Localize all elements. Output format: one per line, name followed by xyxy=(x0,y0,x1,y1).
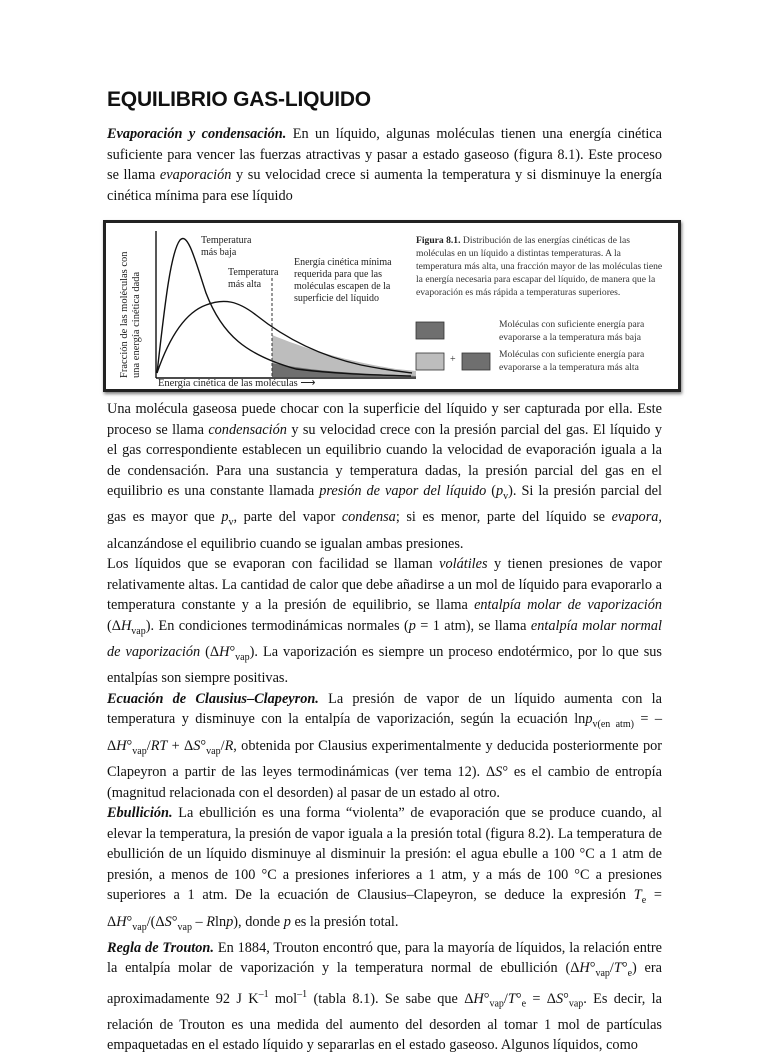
text-run: ; si es menor, parte del líquido se xyxy=(395,509,612,526)
subscript: v(en atm) xyxy=(592,719,634,731)
text-run: , parte del vapor xyxy=(233,509,342,526)
text-run: Una molécula gaseosa puede chocar con la superficie del líquido y ser capturada por ella. Este proceso se llama xyxy=(107,401,662,438)
text-run: ln xyxy=(215,913,227,930)
text-run: = Δ xyxy=(107,887,662,930)
symbol-p: p xyxy=(226,913,234,930)
text-run: ° xyxy=(483,990,490,1007)
symbol-p: p xyxy=(585,711,593,728)
symbol-p: p xyxy=(495,483,504,499)
subscript: vap xyxy=(235,651,250,663)
text-run: y su velocidad crece si aumenta la temperatura y si disminuye la energía cinética mínima para ese líquido xyxy=(107,167,662,204)
text-run: ). En condiciones termodinámicas normales ( xyxy=(145,617,409,634)
subscript: vap xyxy=(595,968,610,980)
subscript: v xyxy=(228,517,234,529)
text-run: ° xyxy=(126,737,133,754)
y-axis-label: Fracción de las moléculas conuna energía cinética dada xyxy=(119,251,142,378)
text-run: En un líquido, algunas moléculas tienen una energía cinética suficiente para vencer las fuerzas atractivas y pasar a estado gaseoso (figura 8.1). Este proceso se llama xyxy=(107,126,662,183)
legend-text-low: Moléculas con suficiente energía para evaporarse a la temperatura más baja xyxy=(499,319,645,343)
symbol-h: H xyxy=(116,913,127,930)
symbol-s: S xyxy=(164,913,172,930)
text-run: ° xyxy=(229,644,236,661)
section-lead-trouton: Regla de Trouton. xyxy=(107,939,214,956)
term-evapora: evapora, xyxy=(611,509,662,526)
symbol-t: T xyxy=(613,960,622,977)
text-run: = Δ xyxy=(526,990,556,1007)
text-run: y su velocidad crece con la presión parcial del gas. El líquido y el gas correspondiente establecen un equilibrio cuando la velocidad de evaporación iguala a la de condensación. Para una sustancia y temperatura dadas, la presión parcial del gas en el equilibrio es una constante llamada xyxy=(107,421,662,499)
symbol-t: T xyxy=(507,990,516,1007)
text-run: ° xyxy=(563,990,569,1007)
symbol-r: R xyxy=(206,913,215,930)
section-lead-clausius: Ecuación de Clausius–Clapeyron. xyxy=(107,690,319,707)
superscript: –1 xyxy=(258,988,269,1000)
text-run: ° xyxy=(171,913,178,930)
term-entalpia-molar: entalpía molar de vaporización xyxy=(474,597,662,614)
text-run: ° xyxy=(589,960,596,977)
text-run: + Δ xyxy=(167,737,194,754)
legend-text-high: Moléculas con suficiente energía para evaporarse a la temperatura más alta xyxy=(499,349,645,373)
label-high-temperature: Temperatura más alta xyxy=(228,267,279,290)
subscript: vap xyxy=(132,921,147,933)
subscript: vap xyxy=(489,998,504,1010)
text-run: = 1 atm), se llama xyxy=(415,617,531,634)
section-lead-evaporation: Evaporación y condensación. xyxy=(107,126,287,142)
text-run: ), donde xyxy=(233,913,284,930)
term-condensa: condensa xyxy=(341,509,396,526)
symbol-p: p xyxy=(283,913,291,930)
text-run: – xyxy=(191,913,207,930)
text-run: (tabla 8.1). Se sabe que Δ xyxy=(307,990,474,1007)
subscript: v xyxy=(503,490,509,502)
text-run: / xyxy=(146,737,151,754)
text-run: ° xyxy=(200,737,207,754)
text-run: ° xyxy=(621,960,628,977)
symbol-h: H xyxy=(579,960,590,977)
term-condensacion: condensación xyxy=(208,421,287,438)
subscript: vap xyxy=(132,745,147,757)
term-presion-vapor: presión de vapor del líquido xyxy=(319,483,487,499)
subscript: e xyxy=(641,895,647,907)
text-run: (Δ xyxy=(200,644,220,661)
term-volatiles: volátiles xyxy=(439,556,488,573)
symbol-p: p xyxy=(221,509,229,526)
subscript: e xyxy=(627,968,633,980)
text-run: Los líquidos que se evaporan con facilidad se llaman xyxy=(107,556,440,573)
text-run: y tienen presiones de vapor relativamente altas. La cantidad de calor que debe añadirse a un mol de líquido para evaporarlo a temperatura constante y a la presión de equilibrio, se llama xyxy=(107,556,662,614)
legend-swatch-dark-2 xyxy=(462,353,490,370)
legend-plus: + xyxy=(450,354,456,365)
text-run: ° xyxy=(126,913,133,930)
text-run: / xyxy=(609,960,614,977)
subscript: e xyxy=(521,998,527,1010)
text-run: es la presión total. xyxy=(290,913,399,930)
symbol-h: H xyxy=(120,617,132,634)
term-evaporacion: evaporación xyxy=(159,167,232,183)
symbol-s: S xyxy=(193,737,201,754)
paragraph-evaporation xyxy=(107,124,662,206)
text-run: En 1884, Trouton encontró que, para la mayoría de líquidos, la relación entre la entalpía molar de vaporización y la temperatura normal de ebullición (Δ xyxy=(107,939,662,977)
text-run: ° es el cambio de entropía (magnitud relacionada con el desorden) al pasar de un estado al otro. xyxy=(107,764,662,801)
text-run: = –Δ xyxy=(107,711,662,754)
symbol-h: H xyxy=(473,990,484,1007)
page-title: EQUILIBRIO GAS-LIQUIDO xyxy=(107,88,371,111)
symbol-s: S xyxy=(495,764,503,781)
legend-swatch-light xyxy=(416,353,444,370)
figure-caption-label: Figura 8.1. xyxy=(416,235,461,246)
text-run: / xyxy=(503,990,508,1007)
symbol-t: T xyxy=(633,887,642,904)
text-run: ° xyxy=(515,990,522,1007)
text-run: ) era aproximadamente 92 J K xyxy=(107,960,662,1007)
section-lead-ebullicion: Ebullición. xyxy=(107,805,173,822)
text-run: mol xyxy=(268,990,298,1007)
text-run: La ebullición es una forma “violenta” de evaporación que se produce cuando, al elevar la temperatura, la presión de vapor iguala a la presión total (figura 8.2). La temperatura de ebullición de un líquido disminuye al disminuir la presión: el agua ebulle a 100 °C a 1 atm de presión, a menos de 100 °C a presiones inferiores a 1 atm, y a más de 100 °C a presiones superiores a 1 atm. De la ecuación de Clausius–Clapeyron, se deduce la expresión xyxy=(107,805,662,904)
term-entalpia-normal: entalpía molar normal de vaporización xyxy=(107,617,662,661)
figure-8-1 xyxy=(103,220,681,392)
label-threshold-energy: Energía cinética mínima requerida para que las moléculas escapen de la superficie del líquido xyxy=(294,257,392,304)
label-low-temperature: Temperatura más baja xyxy=(201,235,252,258)
text-run: ( xyxy=(486,483,496,499)
text-run: . Es decir, la relación de Trouton es una medida del aumento del desorden al tomar 1 mol de partículas empaquetadas en el estado líquido y separarlas en el estado gaseoso. Algunos líquidos, como xyxy=(107,990,663,1054)
text-run: ). La vaporización es siempre un proceso endotérmico, por lo que sus entalpías son siempre positivas. xyxy=(107,644,662,687)
figure-caption-text: Distribución de las energías cinéticas de las moléculas en un líquido a distintas temperaturas. A la temperatura más alta, una fracción mayor de las moléculas tiene la energía necesaria para escapar del líquido, de manera que la evaporación es más rápida a temperaturas superiores. xyxy=(416,235,663,298)
symbol-p: p xyxy=(408,617,416,634)
superscript: –1 xyxy=(297,988,308,1000)
symbol-rt: RT xyxy=(150,737,168,754)
subscript: vap xyxy=(206,745,221,757)
subscript: vap xyxy=(177,921,192,933)
text-run: , obtenida por Clausius experimentalmente y deducida posteriormente por Clapeyron a partir de las leyes termodinámicas (ver tema 12). Δ xyxy=(107,737,662,781)
symbol-h: H xyxy=(219,644,230,661)
text-run: ). Si la presión parcial del gas es mayor que xyxy=(107,483,662,526)
text-run: (Δ xyxy=(107,617,121,634)
text-run: /(Δ xyxy=(146,913,165,930)
text-run: alcanzándose el equilibrio cuando se igualan ambas presiones. xyxy=(107,535,464,552)
figure-caption xyxy=(416,235,668,300)
symbol-r: R xyxy=(224,737,234,754)
text-run: La presión de vapor de un líquido aumenta con la temperatura y disminuye con la entalpía de vaporización, según la ecuación ln xyxy=(107,690,662,728)
symbol-h: H xyxy=(116,737,127,754)
text-run: / xyxy=(220,737,225,754)
subscript: vap xyxy=(131,625,146,637)
legend-swatch-dark xyxy=(416,322,444,339)
symbol-s: S xyxy=(555,990,564,1007)
body-text xyxy=(107,399,662,1056)
subscript: vap xyxy=(568,998,584,1010)
x-axis-label: Energía cinética de las moléculas ⟶ xyxy=(158,378,316,389)
